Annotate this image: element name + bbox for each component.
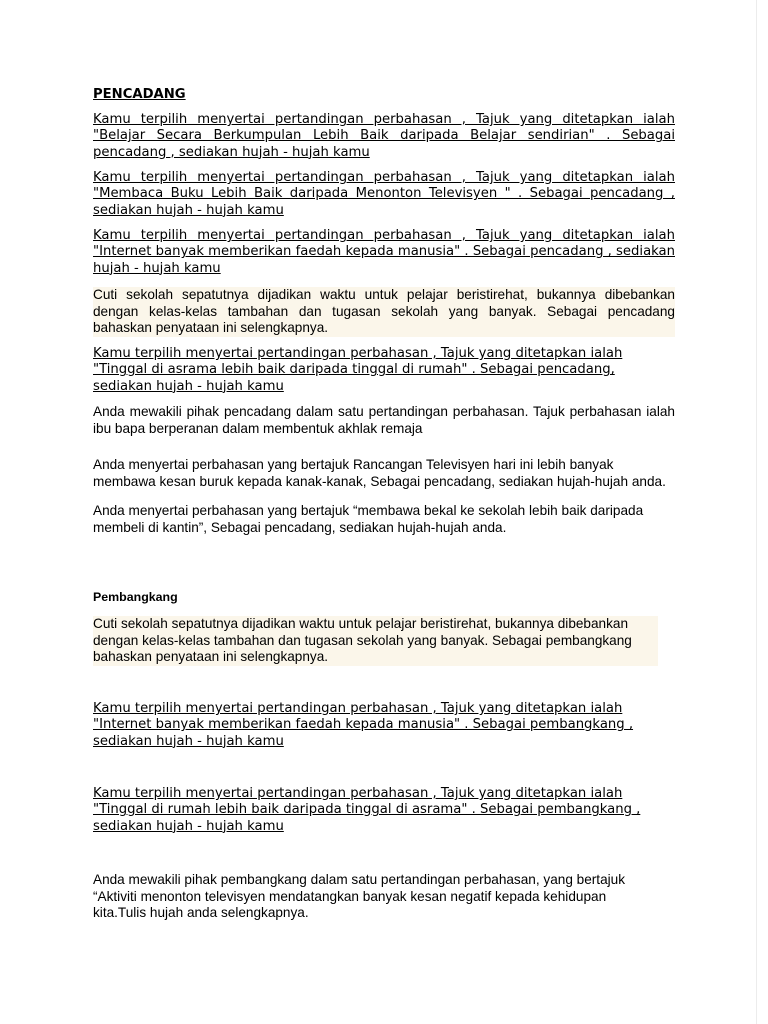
heading-pembangkang: Pembangkang	[93, 590, 178, 604]
pencadang-item-8: Anda menyertai perbahasan yang bertajuk “membawa bekal ke sekolah lebih baik daripada membeli di kantin”, Sebagai pencadang, sediakan hujah-hujah anda.	[93, 503, 644, 535]
pencadang-item-3: Kamu terpilih menyertai pertandingan perbahasan , Tajuk yang ditetapkan ialah "Internet banyak memberikan faedah kepada manusia" . Sebagai pencadang , sediakan hujah - hujah kamu	[93, 228, 675, 276]
pembangkang-item-1: Cuti sekolah sepatutnya dijadikan waktu untuk pelajar beristirehat, bukannya dibebankan dengan kelas-kelas tambahan dan tugasan sekolah yang banyak. Sebagai pembangkang bahaskan penyataan ini selengkapnya.	[93, 616, 658, 666]
pencadang-item-2: Kamu terpilih menyertai pertandingan perbahasan , Tajuk yang ditetapkan ialah "Membaca Buku Lebih Baik daripada Menonton Televisyen " . Sebagai pencadang , sediakan hujah - hujah kamu	[93, 170, 675, 218]
heading-pencadang: PENCADANG	[93, 87, 186, 102]
pembangkang-item-4: Anda mewakili pihak pembangkang dalam satu pertandingan perbahasan, yang bertajuk “Aktiviti menonton televisyen mendatangkan banyak kesan negatif kepada kehidupan kita.Tulis hujah anda selengkapnya.	[93, 872, 626, 921]
page-edge-divider	[756, 0, 757, 1024]
pencadang-item-7: Anda menyertai perbahasan yang bertajuk Rancangan Televisyen hari ini lebih banyak membawa kesan buruk kepada kanak-kanak, Sebagai pencadang, sediakan hujah-hujah anda.	[93, 457, 666, 489]
pencadang-item-6: Anda mewakili pihak pencadang dalam satu pertandingan perbahasan. Tajuk perbahasan ialah ibu bapa berperanan dalam membentuk akhlak remaja	[93, 404, 675, 436]
pencadang-item-5: Kamu terpilih menyertai pertandingan perbahasan , Tajuk yang ditetapkan ialah "Tinggal di asrama lebih baik daripada tinggal di rumah" . Sebagai pencadang, sediakan hujah - hujah kamu	[93, 346, 623, 394]
pembangkang-item-3: Kamu terpilih menyertai pertandingan perbahasan , Tajuk yang ditetapkan ialah "Tinggal di rumah lebih baik daripada tinggal di asrama" . Sebagai pembangkang , sediakan hujah - hujah kamu	[93, 786, 641, 834]
pembangkang-item-2: Kamu terpilih menyertai pertandingan perbahasan , Tajuk yang ditetapkan ialah "Internet banyak memberikan faedah kepada manusia" . Sebagai pembangkang , sediakan hujah - hujah kamu	[93, 701, 634, 749]
pencadang-item-1: Kamu terpilih menyertai pertandingan perbahasan , Tajuk yang ditetapkan ialah "Belajar Secara Berkumpulan Lebih Baik daripada Belajar sendirian" . Sebagai pencadang , sediakan hujah - hujah kamu	[93, 112, 675, 160]
pencadang-item-4: Cuti sekolah sepatutnya dijadikan waktu untuk pelajar beristirehat, bukannya dibebankan dengan kelas-kelas tambahan dan tugasan sekolah yang banyak. Sebagai pencadang bahaskan penyataan ini selengkapnya.	[93, 287, 675, 336]
